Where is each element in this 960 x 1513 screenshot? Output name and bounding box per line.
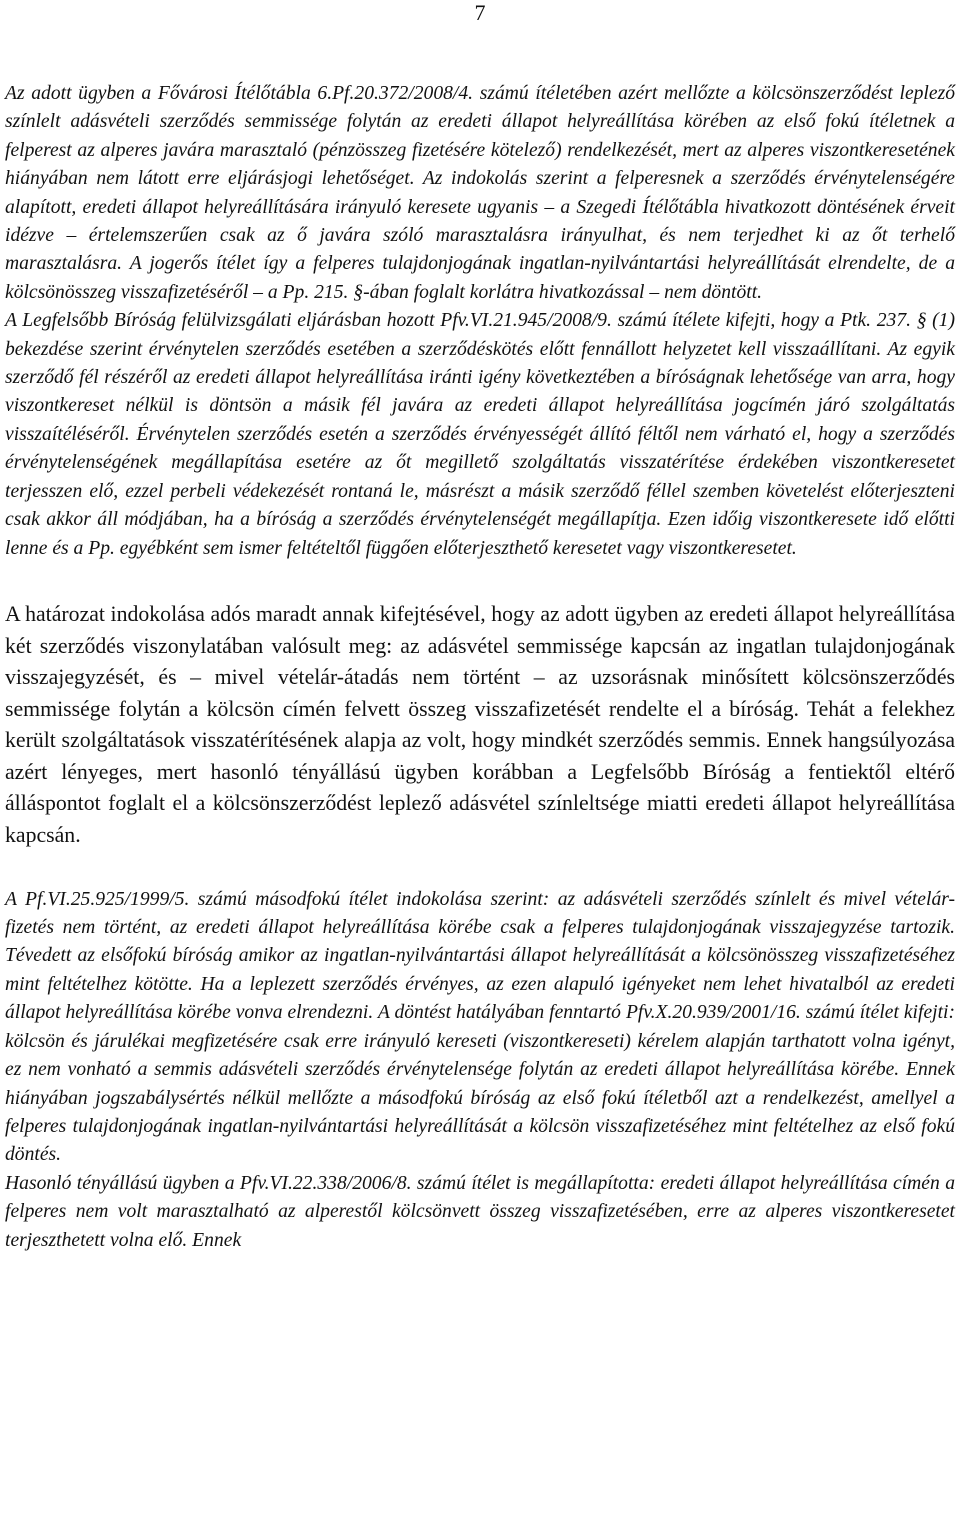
italic-section-1 [5,80,955,563]
paragraph: Az adott ügyben a Fővárosi Ítélőtábla 6.Pf.20.372/2008/4. számú ítéletében azért mellőzte a kölcsönszerződést leplező színlelt adásvételi szerződés semmissége folytán az eredeti állapot helyreállítása körében az első fokú ítéletnek a felperest az alperes javára marasztaló (pénzösszeg fizetésére kötelező) rendelkezését, mert az alperes viszontkeresetének hiányában nem látott erre eljárásjogi lehetőséget. Az indokolás szerint a felperesnek a szerződés érvénytelenségére alapított, eredeti állapot helyreállítására irányuló keresete ugyanis – a Szegedi Ítélőtábla hivatkozott döntésének érveit idézve – értelemszerűen csak az ő javára szóló marasztalásra irányulhat, és nem terjedhet ki az őt terhelő marasztalásra. A jogerős ítélet így a felperes tulajdonjogának ingatlan-nyilvántartási helyreállítását elrendelte, de a kölcsönösszeg visszafizetéséről – a Pp. 215. §-ában foglalt korlátra hivatkozással – nem döntött. [5,83,955,303]
page-number: 7 [474,0,486,25]
paragraph: A Pf.VI.25.925/1999/5. számú másodfokú ítélet indokolása szerint: az adásvételi szerződés színlelt és mivel vételár-fizetés nem történt, az eredeti állapot helyreállítása körébe csak a felperes tulajdonjogának visszajegyzése tartozik. Tévedett az elsőfokú bíróság amikor az ingatlan-nyilvántartási állapot helyreállítását a kölcsönösszeg visszafizetéséhez mint feltételhez kötötte. Ha a leplezett szerződés érvényes, az ezen alapuló igényeket nem lehet hivatalból az eredeti állapot helyreállítása körébe vonva elrendezni. A döntést hatályában fenntartó Pfv.X.20.939/2001/16. számú ítélet kifejti: kölcsön és járulékai megfizetésére csak erre irányuló kereseti (viszontkereseti) kérelem alapján tarthatott volna igényt, ez nem vonható a semmis adásvételi szerződés érvénytelensége folytán az eredeti állapot helyreállítása körébe. Ennek hiányában jogszabálysértés nélkül mellőzte a másodfokú bíróság az első fokú ítéletből azt a rendelkezést, amellyel a felperes tulajdonjogának ingatlan-nyilvántartási helyreállítását a kölcsön visszafizetéséhez mint feltételhez az első fokú döntés. [5,888,955,1166]
italic-section-2 [5,886,955,1255]
roman-section [5,599,955,852]
document-body [5,80,955,1255]
paragraph: A Legfelsőbb Bíróság felülvizsgálati eljárásban hozott Pfv.VI.21.945/2008/9. számú ítélete kifejti, hogy a Ptk. 237. § (1) bekezdése szerint érvénytelen szerződés esetében a szerződéskötés előtt fennállott helyzetet kell visszaállítani. Az egyik szerződő fél részéről az eredeti állapot helyreállítása iránti igény következtében a bíróságnak lehetősége van arra, hogy viszontkereset nélkül is döntsön a másik fél javára az eredeti állapot helyreállítása jogcímén járó szolgáltatás visszaítéléséről. Érvénytelen szerződés esetén a szerződés érvényességét állító féltől nem várható el, hogy a szerződés érvénytelenségének megállapítása esetére az őt megillető szolgáltatás visszatérítése érdekében viszontkeresetet terjesszen elő, ezzel perbeli védekezését rontaná le, másrészt a másik szerződő féllel szemben követelést előterjeszteni csak akkor áll módjában, ha a bíróság a szerződés érvénytelenségét megállapítja. Ezen időig viszontkeresete idő előtti lenne és a Pp. egyébként sem ismer feltételtől függően előterjeszthető keresetet vagy viszontkeresetet. [5,310,955,559]
paragraph: Hasonló tényállású ügyben a Pfv.VI.22.338/2006/8. számú ítélet is megállapította: eredeti állapot helyreállítása címén a felperes nem volt marasztalható az alperestől kölcsönvett összeg visszafizetésében, erre az alperes viszontkeresetet terjeszthetett volna elő. Ennek [5,1172,955,1251]
paragraph: A határozat indokolása adós maradt annak kifejtésével, hogy az adott ügyben az eredeti állapot helyreállítása két szerződés viszonylatában valósult meg: az adásvétel semmissége kapcsán az ingatlan tulajdonjogának visszajegyzését, és – mivel vételár-átadás nem történt – az uzsorásnak minősített kölcsönszerződés semmissége folytán a kölcsön címén felvett összeg visszafizetését rendelte el a bíróság. Tehát a felekhez került szolgáltatások visszatérítésének alapja az volt, hogy mindkét szerződés semmis. Ennek hangsúlyozása azért lényeges, mert hasonló tényállású ügyben korábban a Legfelsőbb Bíróság a fentiektől eltérő álláspontot foglalt el a kölcsönszerződést leplező adásvétel színleltsége miatti eredeti állapot helyreállítása kapcsán. [5,601,955,848]
